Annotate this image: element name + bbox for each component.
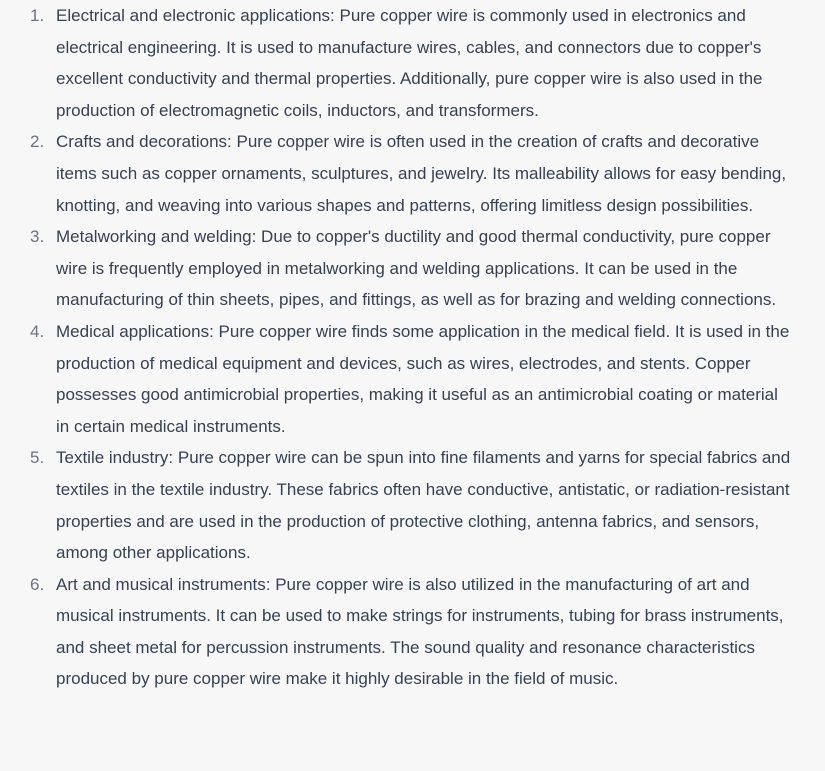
list-item-number: 2. — [30, 132, 45, 152]
list-item — [0, 221, 825, 316]
list-item-number: 4. — [30, 321, 45, 341]
list-item-number: 5. — [30, 448, 45, 468]
list-item-number: 1. — [30, 6, 45, 25]
list-item — [0, 316, 825, 442]
list-item-text: Art and musical instruments: Pure copper wire is also utilized in the manufacturing of art and musical instruments. It can be used to make strings for instruments, tubing for brass instruments, and sheet metal for percussion instruments. The sound quality and resonance characteristics produced by pure copper wire make it highly desirable in the field of music. — [56, 574, 784, 689]
list-item-text: Medical applications: Pure copper wire finds some application in the medical field. It is used in the production of medical equipment and devices, such as wires, electrodes, and stents. Copper possesses good antimicrobial properties, making it useful as an antimicrobial coating or material in certain medical instruments. — [56, 321, 790, 436]
list-item — [0, 442, 825, 568]
list-item-text: Crafts and decorations: Pure copper wire is often used in the creation of crafts and decorative items such as copper ornaments, sculptures, and jewelry. Its malleability allows for easy bending, knotting, and weaving into various shapes and patterns, offering limitless design possibilities. — [56, 132, 787, 215]
list-item-text: Textile industry: Pure copper wire can be spun into fine filaments and yarns for special fabrics and textiles in the textile industry. These fabrics often have conductive, antistatic, or radiation-resistant properties and are used in the production of protective clothing, antenna fabrics, and sensors, among other applications. — [56, 448, 791, 563]
list-item — [0, 569, 825, 695]
list-item-text: Electrical and electronic applications: Pure copper wire is commonly used in electronics and electrical engineering. It is used to manufacture wires, cables, and connectors due to copper's excellent conductivity and thermal properties. Additionally, pure copper wire is also used in the production of electromagnetic coils, inductors, and transformers. — [56, 6, 763, 120]
list-item — [0, 126, 825, 221]
list-item-number: 6. — [30, 574, 45, 594]
list-item — [0, 0, 825, 126]
list-item-text: Metalworking and welding: Due to copper's ductility and good thermal conductivity, pure copper wire is frequently employed in metalworking and welding applications. It can be used in the manufacturing of thin sheets, pipes, and fittings, as well as for brazing and welding connections. — [56, 227, 777, 310]
list-item-number: 3. — [30, 227, 45, 247]
